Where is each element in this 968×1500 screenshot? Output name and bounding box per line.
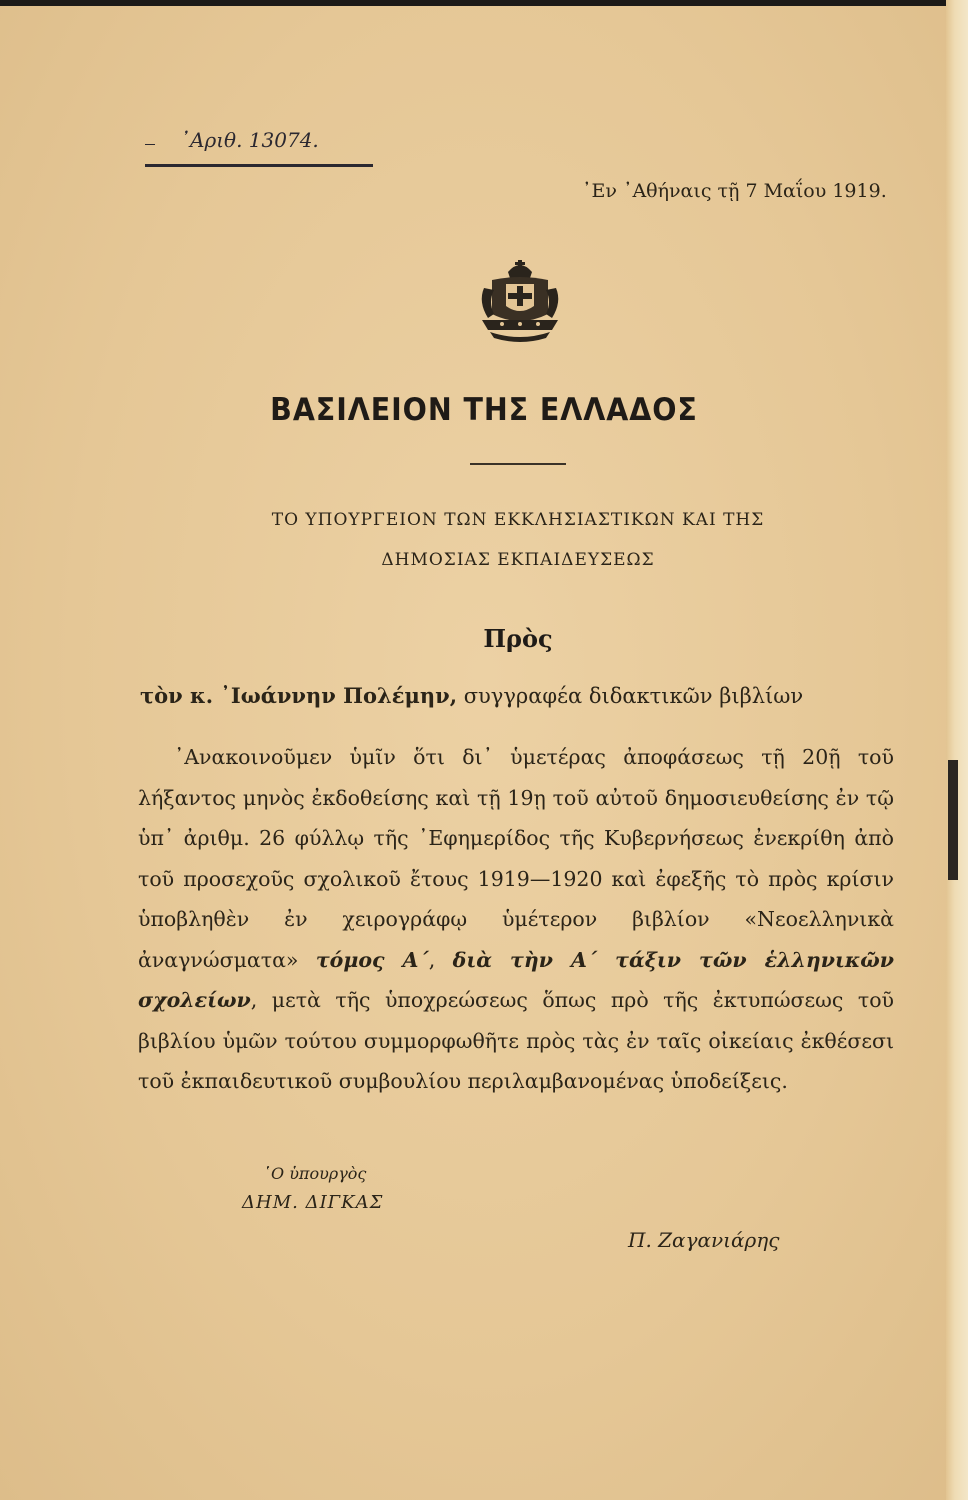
body-emphasis-class: διὰ τὴν Α´ τάξιν τῶν ἑλληνικῶν σχολείων (138, 947, 894, 1012)
ministry-line-2: ΔΗΜΟΣΙΑΣ ΕΚΠΑΙΔΕΥΣΕΩΣ (381, 550, 655, 570)
title-divider (470, 463, 566, 465)
reference-number: ᾿Αριθ. 13074. (180, 128, 319, 152)
body-emphasis-volume: τόμος Α´ (315, 947, 429, 972)
signer-name: Π. Ζαγανιάρης (628, 1228, 780, 1252)
body-part-2: , μετὰ τῆς ὑποχρεώσεως ὅπως πρὸ τῆς ἐκτυπώσεως τοῦ βιβλίου ὑμῶν τούτου συμμορφωθῆτε πρὸς τὰς ἐν ταῖς οἰκείαις ἐκθέσεσι τοῦ ἐκπαιδευτικοῦ συμβουλίου περιλαμβανομένας ὑποδείξεις. (138, 988, 894, 1093)
addressee-line (140, 683, 803, 708)
date-line: ᾿Εν ᾿Αθήναις τῇ 7 Μαΐου 1919. (582, 180, 887, 202)
addressee-role: συγγραφέα διδακτικῶν βιβλίων (463, 684, 804, 708)
body-separator: , (428, 947, 453, 972)
royal-coat-of-arms-icon (472, 258, 568, 344)
reference-underline (145, 164, 373, 167)
letter-body (138, 737, 894, 1102)
salutation: Πρὸς (483, 624, 553, 653)
paper-right-edge (946, 0, 968, 1500)
minister-title: ῾Ο ὑπουργὸς (263, 1164, 367, 1183)
scan-top-edge (0, 0, 968, 6)
body-part-1: ᾿Ανακοινοῦμεν ὑμῖν ὅτι δι᾿ ὑμετέρας ἀποφάσεως τῇ 20ῇ τοῦ λήξαντος μηνὸς ἐκδοθείσης καὶ τῇ 19ῃ τοῦ αὐτοῦ δημοσιευθείσης ἐν τῷ ὑπ᾿ ἀριθμ. 26 φύλλῳ τῆς ᾿Εφημερίδος τῆς Κυβερνήσεως ἐνεκρίθη ἀπὸ τοῦ προσεχοῦς σχολικοῦ ἔτους 1919—1920 καὶ ἐφεξῆς τὸ πρὸς κρίσιν ὑποβληθὲν ἐν χειρογράφῳ ὑμέτερον βιβλίον «Νεοελληνικὰ ἀναγνώσματα» (138, 745, 894, 972)
addressee-name: τὸν κ. ᾿Ιωάννην Πολέμην, (140, 683, 457, 708)
minister-name: ΔΗΜ. ΔΙΓΚΑΣ (242, 1192, 384, 1213)
reference-dash (145, 144, 155, 145)
binding-strip (948, 760, 958, 880)
ministry-line-1: ΤΟ ΥΠΟΥΡΓΕΙΟΝ ΤΩΝ ΕΚΚΛΗΣΙΑΣΤΙΚΩΝ ΚΑΙ ΤΗΣ (271, 510, 765, 530)
kingdom-title: ΒΑΣΙΛΕΙΟΝ ΤΗΣ ΕΛΛΑΔΟΣ (270, 392, 698, 428)
